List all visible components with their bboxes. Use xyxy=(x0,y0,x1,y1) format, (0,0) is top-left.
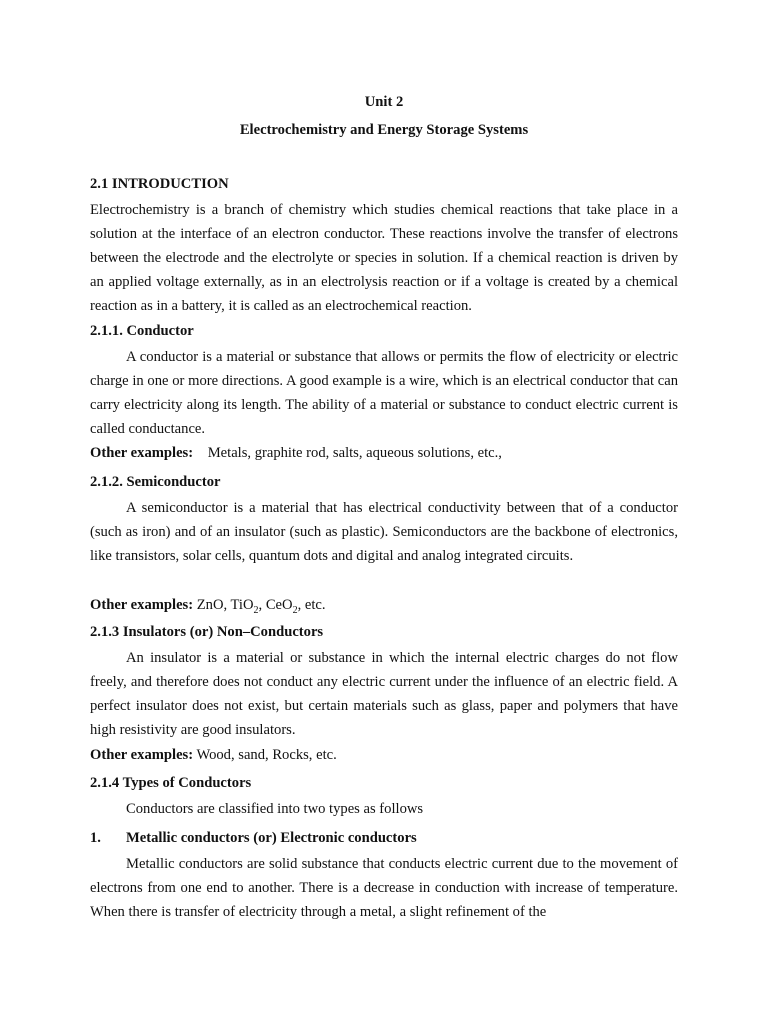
conductor-examples xyxy=(90,441,678,465)
intro-paragraph: Electrochemistry is a branch of chemistry which studies chemical reactions that take place in a solution at the interface of an electron conductor. These reactions involve the transfer of electrons between the electrode and the electrolyte or species in solution. If a chemical reaction is driven by an applied voltage externally, as in an electrolysis reaction or if a voltage is created by a chemical reaction as in a battery, it is called as an electrochemical reaction. xyxy=(90,202,678,314)
semiconductor-examples-label: Other examples: xyxy=(90,597,194,613)
semiconductor-example-etc: , etc. xyxy=(297,597,326,613)
insulators-paragraph: An insulator is a material or substance in which the internal electric charges do not flow freely, and therefore does not conduct any electric current under the influence of an electric field. A perfect insulator does not exist, but certain materials such as glass, paper and polymers that have high resistivity are good insulators. xyxy=(90,650,678,738)
unit-label: Unit 2 xyxy=(364,94,404,110)
insulators-examples xyxy=(90,743,678,767)
conductor-examples-text: Metals, graphite rod, salts, aqueous solutions, etc., xyxy=(207,445,502,461)
types-paragraph: Conductors are classified into two types as follows xyxy=(126,801,424,817)
types-heading: 2.1.4 Types of Conductors xyxy=(90,775,252,791)
semiconductor-paragraph: A semiconductor is a material that has electrical conductivity between that of a conductor (such as iron) and of an insulator (such as plastic). Semiconductors are the backbone of electronics, like transistors, solar cells, quantum dots and digital and analog integrated circuits. xyxy=(90,500,678,564)
metallic-paragraph: Metallic conductors are solid substance that conducts electric current due to the movement of electrons from one end to another. There is a decrease in conduction with increase of temperature. When there is transfer of electricity through a metal, a slight refinement of the xyxy=(90,856,678,920)
conductor-examples-label: Other examples: xyxy=(90,445,194,461)
subscript-2: 2 xyxy=(253,604,259,616)
semiconductor-heading: 2.1.2. Semiconductor xyxy=(90,474,221,490)
conductor-heading: 2.1.1. Conductor xyxy=(90,323,194,339)
semiconductor-example-zno-tio2: ZnO, TiO xyxy=(196,597,254,613)
subscript-2: 2 xyxy=(292,604,298,616)
document-title: Electrochemistry and Energy Storage Systems xyxy=(239,122,529,138)
semiconductor-examples xyxy=(90,593,678,617)
intro-heading: 2.1 INTRODUCTION xyxy=(90,176,229,192)
semiconductor-example-ceo2: , CeO xyxy=(258,597,293,613)
conductor-paragraph: A conductor is a material or substance that allows or permits the flow of electricity or electric charge in one or more directions. A good example is a wire, which is an electrical conductor that can carry electricity along its length. The ability of a material or substance to conduct electric current is called conductance. xyxy=(90,349,678,437)
metallic-heading: Metallic conductors (or) Electronic conductors xyxy=(126,830,417,846)
insulators-examples-label: Other examples: xyxy=(90,747,194,763)
metallic-number: 1. xyxy=(90,830,101,846)
insulators-examples-text: Wood, sand, Rocks, etc. xyxy=(196,747,337,763)
insulators-heading: 2.1.3 Insulators (or) Non–Conductors xyxy=(90,624,324,640)
